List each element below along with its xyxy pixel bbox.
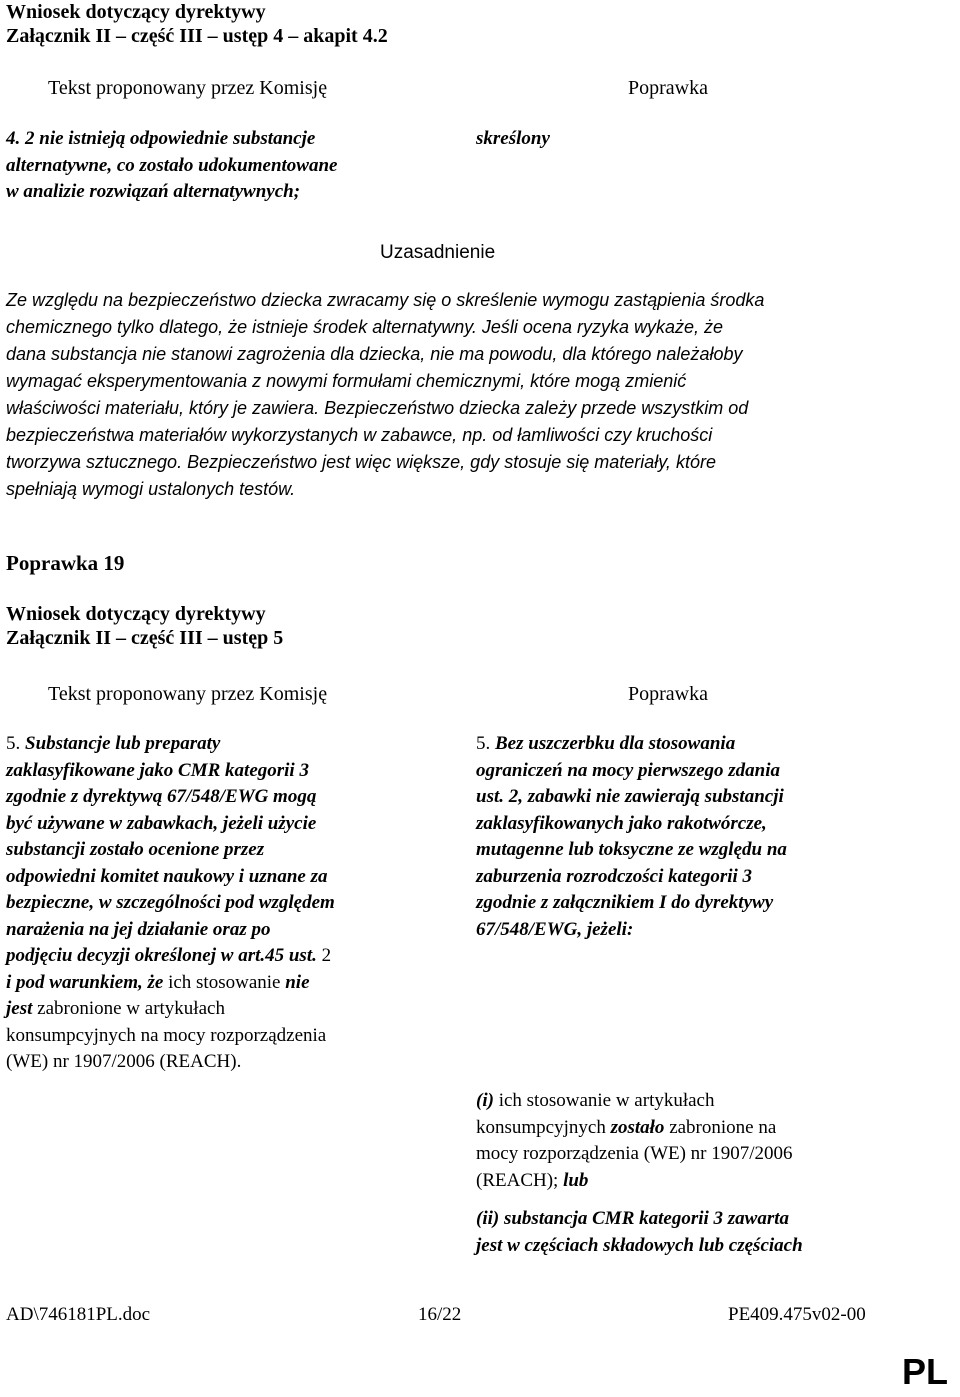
top-heading-line2: Załącznik II – część III – ustęp 4 – akapit 4.2 [6, 25, 388, 47]
amendment-heading-line1: Wniosek dotyczący dyrektywy [6, 603, 266, 625]
justification-line: dana substancja nie stanowi zagrożenia dla dziecka, nie ma powodu, dla którego należałoby [6, 344, 743, 364]
amendment-heading [6, 602, 283, 650]
amendment-col-left-label: Tekst proponowany przez Komisję [48, 683, 328, 705]
commission-text: 5. Substancje lub preparaty zaklasyfikowane jako CMR kategorii 3 zgodnie z dyrektywą 67/548/EWG mogą być używane w zabawkach, jeżeli użycie substancji zostało ocenione przez odpowiedni komitet naukowy i uznane za bezpieczne, w szczególności pod względem narażenia na jej działanie oraz po podjęciu decyzji określonej w art.45 ust. 2 i pod warunkiem, że ich stosowanie nie jest zabronione w artykułach konsumpcyjnych na mocy rozporządzenia (WE) nr 1907/2006 (REACH). [6, 733, 335, 1072]
justification-line: tworzywa sztucznego. Bezpieczeństwo jest więc większe, gdy stosuje się materiały, które [6, 452, 716, 472]
top-left-line: w analizie rozwiązań alternatywnych; [6, 181, 301, 202]
top-heading-line1: Wniosek dotyczący dyrektywy [6, 1, 266, 23]
justification-line: Ze względu na bezpieczeństwo dziecka zwracamy się o skreślenie wymogu zastąpienia środka [6, 290, 765, 310]
top-heading [6, 0, 388, 48]
footer-doc-ref: AD\746181PL.doc [6, 1304, 151, 1325]
footer-language-code: PL [902, 1351, 949, 1392]
amendment-point-i: (i) ich stosowanie w artykułach konsumpcyjnych zostało zabronione na mocy rozporządzenia (WE) nr 1907/2006 (REACH); lub [476, 1090, 793, 1191]
top-col-left-label: Tekst proponowany przez Komisję [48, 77, 328, 99]
justification-line: spełniają wymogi ustalonych testów. [6, 479, 296, 499]
top-left-text [6, 126, 337, 206]
top-col-right-label: Poprawka [628, 77, 708, 99]
justification-title: Uzasadnienie [380, 242, 496, 263]
justification-line: bezpieczeństwa materiałów wykorzystanych w zabawce, np. od łamliwości czy kruchości [6, 425, 713, 445]
justification-body [6, 287, 764, 503]
amendment-heading-line2: Załącznik II – część III – ustęp 5 [6, 627, 284, 649]
amendment-text: 5. Bez uszczerbku dla stosowania ograniczeń na mocy pierwszego zdania ust. 2, zabawki nie zawierają substancji zaklasyfikowanych jako rakotwórcze, mutagenne lub toksyczne ze względu na zaburzenia rozrodczości kategorii 3 zgodnie z załącznikiem I do dyrektywy 67/548/EWG, jeżeli: [476, 733, 787, 940]
amendment-point-ii: (ii) substancja CMR kategorii 3 zawarta jest w częściach składowych lub częściach [476, 1208, 803, 1256]
amendment-title: Poprawka 19 [6, 551, 125, 575]
top-left-line: 4. 2 nie istnieją odpowiednie substancje [6, 128, 316, 149]
footer-page-number: 16/22 [418, 1304, 462, 1325]
top-right-text: skreślony [476, 128, 550, 149]
amendment-col-right-label: Poprawka [628, 683, 708, 705]
top-left-line: alternatywne, co zostało udokumentowane [6, 154, 338, 176]
justification-line: chemicznego tylko dlatego, że istnieje środek alternatywny. Jeśli ocena ryzyka wykaże, że [6, 317, 724, 337]
footer-pe-ref: PE409.475v02-00 [728, 1304, 866, 1325]
justification-line: właściwości materiału, który je zawiera. Bezpieczeństwo dziecka zależy przede wszystkim od [6, 398, 749, 418]
justification-line: wymagać eksperymentowania z nowymi formułami chemicznymi, które mogą zmienić [6, 371, 687, 391]
